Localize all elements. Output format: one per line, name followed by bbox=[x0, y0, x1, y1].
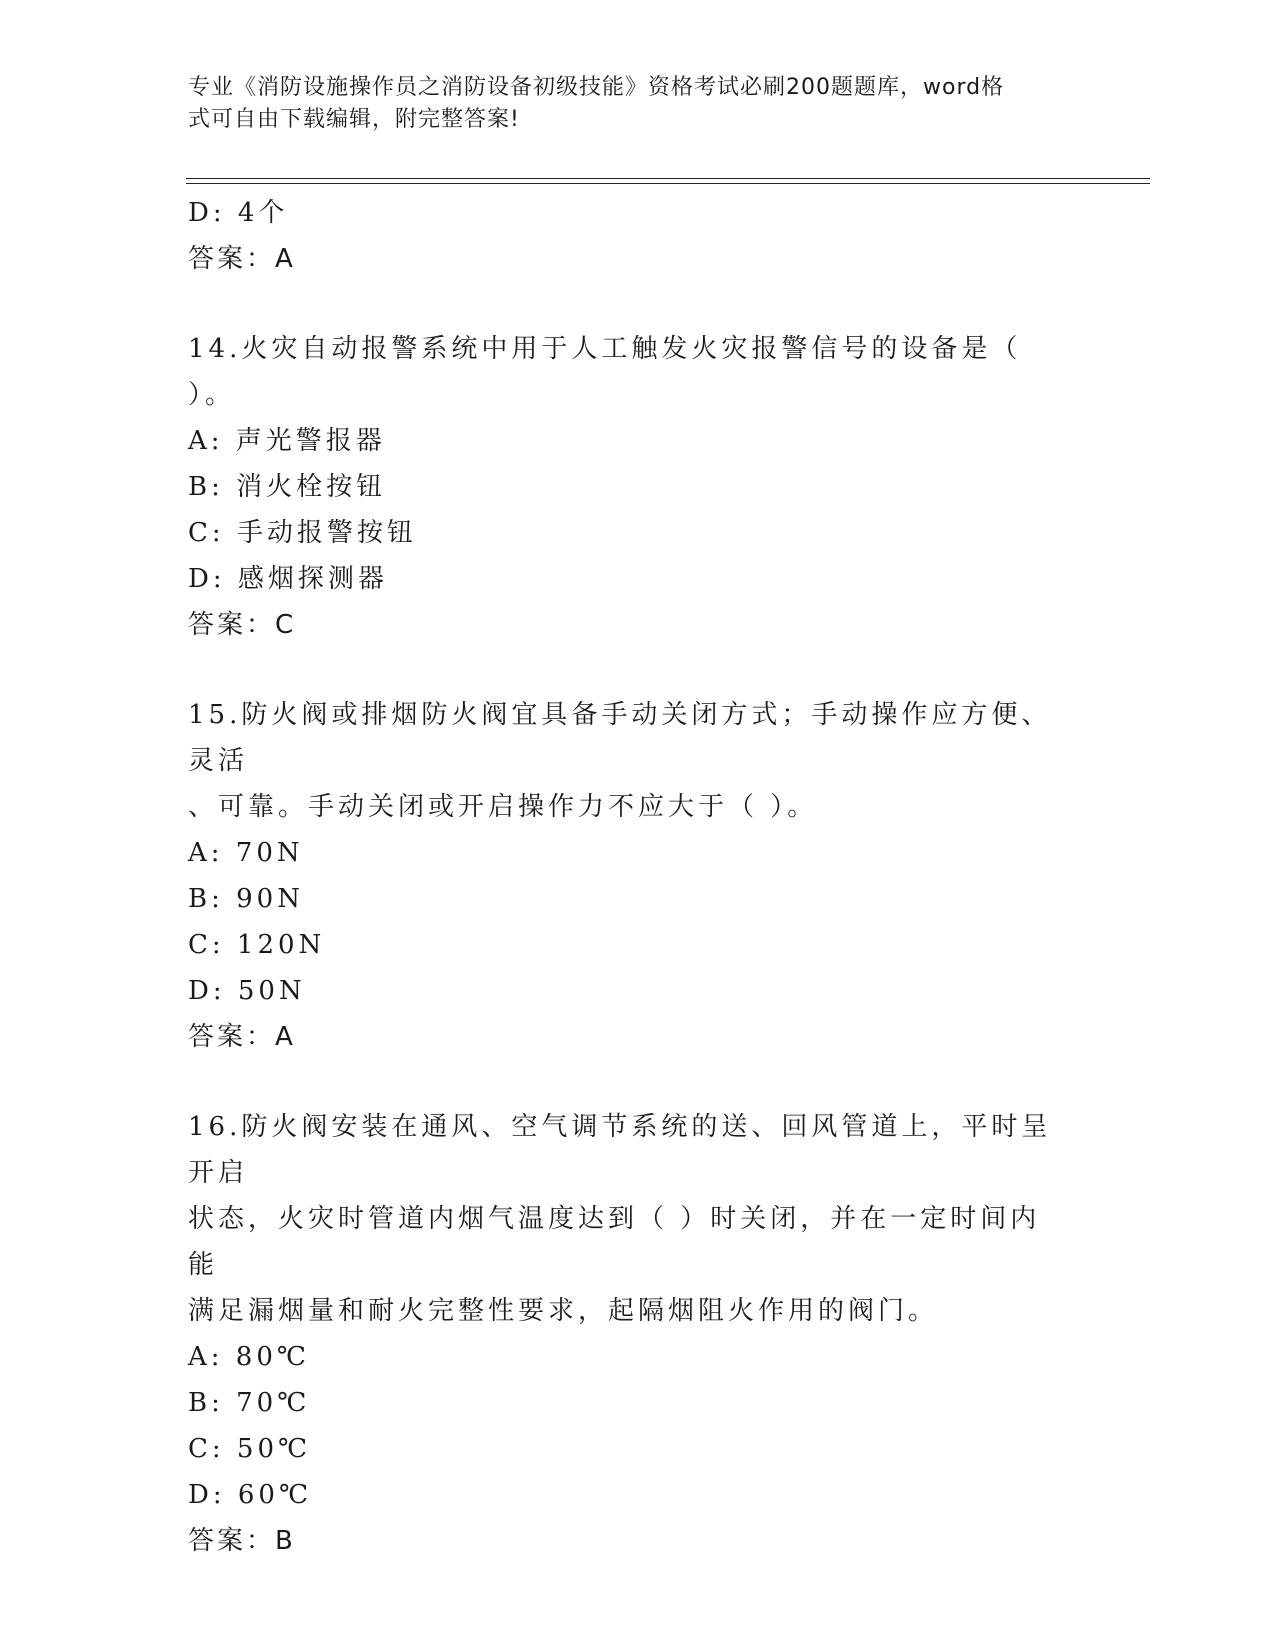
question-14-option-a: A: 声光警报器 bbox=[188, 426, 386, 456]
question-16-option-b: B: 70℃ bbox=[188, 1388, 311, 1418]
question-16-option-d: D: 60℃ bbox=[188, 1480, 313, 1510]
question-15-option-d: D: 50N bbox=[188, 976, 306, 1006]
document-header bbox=[188, 72, 1088, 136]
question-list bbox=[188, 190, 1088, 1608]
question-14 bbox=[188, 326, 1088, 648]
header-line-2: 式可自由下载编辑，附完整答案! bbox=[188, 107, 520, 132]
question-16-option-c: C: 50℃ bbox=[188, 1434, 312, 1464]
question-16-stem-line-3: 满足漏烟量和耐火完整性要求，起隔烟阻火作用的阀门。 bbox=[188, 1296, 939, 1326]
question-15-option-b: B: 90N bbox=[188, 884, 304, 914]
prev-option-d: D: 4个 bbox=[188, 198, 289, 228]
question-15 bbox=[188, 692, 1088, 1060]
question-15-answer: 答案：A bbox=[188, 1022, 296, 1052]
question-15-option-a: A: 70N bbox=[188, 838, 304, 868]
prev-answer: 答案：A bbox=[188, 244, 296, 274]
question-16-answer: 答案：B bbox=[188, 1526, 296, 1556]
header-line-1: 专业《消防设施操作员之消防设备初级技能》资格考试必刷200题题库，word格 bbox=[188, 75, 1005, 100]
question-16 bbox=[188, 1104, 1088, 1564]
header-rule-bottom bbox=[186, 183, 1150, 184]
question-15-stem-line-1: 15.防火阀或排烟防火阀宜具备手动关闭方式；手动操作应方便、灵活 bbox=[188, 700, 1052, 776]
question-16-stem-line-2: 状态，火灾时管道内烟气温度达到（ ）时关闭，并在一定时间内能 bbox=[188, 1204, 1041, 1280]
header-rule-top bbox=[186, 178, 1150, 179]
question-14-option-b: B: 消火栓按钮 bbox=[188, 472, 387, 502]
question-15-stem-line-2: 、可靠。手动关闭或开启操作力不应大于（ ）。 bbox=[188, 792, 818, 822]
question-14-option-c: C: 手动报警按钮 bbox=[188, 518, 417, 548]
question-16-stem-line-1: 16.防火阀安装在通风、空气调节系统的送、回风管道上，平时呈开启 bbox=[188, 1112, 1052, 1188]
question-15-option-c: C: 120N bbox=[188, 930, 326, 960]
question-14-option-d: D: 感烟探测器 bbox=[188, 564, 388, 594]
question-14-stem: 14.火灾自动报警系统中用于人工触发火灾报警信号的设备是（ ）。 bbox=[188, 334, 1022, 410]
question-16-option-a: A: 80℃ bbox=[188, 1342, 310, 1372]
question-14-answer: 答案：C bbox=[188, 610, 297, 640]
